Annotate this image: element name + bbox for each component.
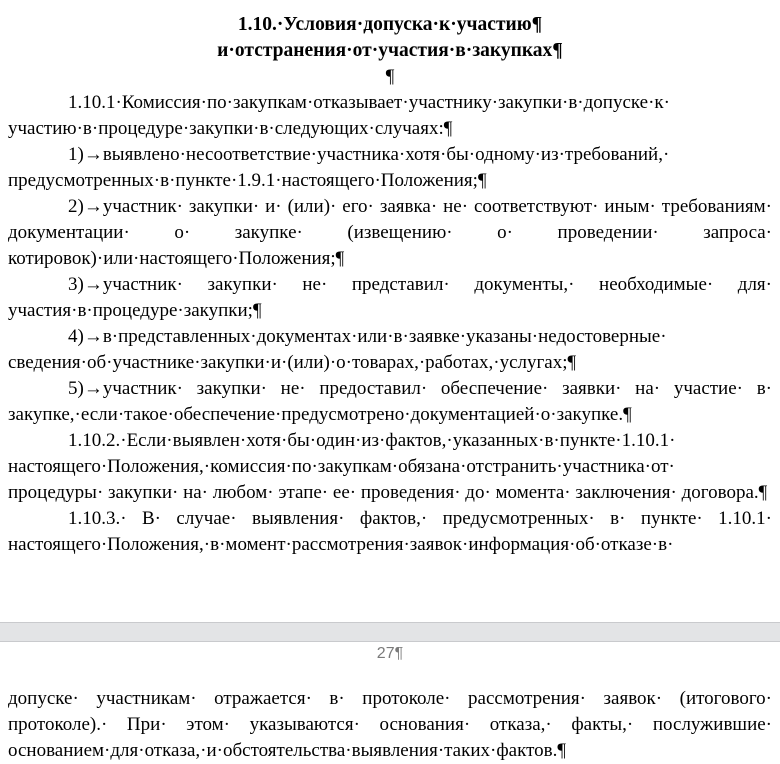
empty-paragraph-mark: ¶ bbox=[385, 66, 395, 87]
list-item-2: 2)→участник· закупки· и· (или)· его· заявка· не· соответствуют· иным· требованиям· документации· о· закупке· (извещению· о· проведении· запроса· котировок)·или·настоящего·Положения;¶ bbox=[8, 196, 772, 269]
paragraph-1-10-3: 1.10.3.· В· случае· выявления· фактов,· предусмотренных· в· пункте· 1.10.1· настоящего·Положения,·в·момент·рассмотрения·заявок·информация·об·отказе·в· bbox=[8, 508, 772, 555]
paragraph-1-10-2: 1.10.2.·Если·выявлен·хотя·бы·один·из·фактов,·указанных·в·пункте·1.10.1· настоящего·Положения,·комиссия·по·закупкам·обязана·отстранить·участника·от· процедуры· закупки· на· любом· этапе· ее· проведения· до· момента· заключения· договора.¶ bbox=[8, 430, 768, 503]
list-item-3: 3)→участник· закупки· не· представил· документы,· необходимые· для· участия·в·процедуре·закупки;¶ bbox=[8, 274, 772, 321]
list-item-5: 5)→участник· закупки· не· предоставил· обеспечение· заявки· на· участие· в· закупке,·если·такое·обеспечение·предусмотрено·документацией·о·закупке.¶ bbox=[8, 378, 772, 425]
section-heading bbox=[8, 12, 772, 64]
page-number: 27¶ bbox=[376, 645, 404, 662]
heading-line-1: 1.10.·Условия·допуска·к·участию¶ bbox=[237, 14, 543, 35]
list-item-1: 1)→выявлено·несоответствие·участника·хотя·бы·одному·из·требований,· предусмотренных·в·пункте·1.9.1·настоящего·Положения;¶ bbox=[8, 144, 670, 191]
paragraph-1-10-3-continued: допуске· участникам· отражается· в· протоколе· рассмотрения· заявок· (итогового· протоколе).· При· этом· указываются· основания· отказа,· факты,· послужившие· основанием·для·отказа,·и·обстоятельства·выявления·таких·фактов.¶ bbox=[8, 688, 772, 761]
heading-line-2: и·отстранения·от·участия·в·закупках¶ bbox=[217, 40, 563, 61]
paragraph-1-10-1: 1.10.1·Комиссия·по·закупкам·отказывает·участнику·закупки·в·допуске·к· участию·в·процедуре·закупки·в·следующих·случаях:¶ bbox=[8, 92, 670, 139]
list-item-4: 4)→в·представленных·документах·или·в·заявке·указаны·недостоверные· сведения·об·участнике·закупки·и·(или)·о·товарах,·работах,·услугах;¶ bbox=[8, 326, 667, 373]
document-page-bottom bbox=[0, 642, 780, 764]
page-break-gap bbox=[0, 622, 780, 642]
page-content-continued bbox=[8, 686, 772, 764]
page-content bbox=[8, 12, 772, 558]
